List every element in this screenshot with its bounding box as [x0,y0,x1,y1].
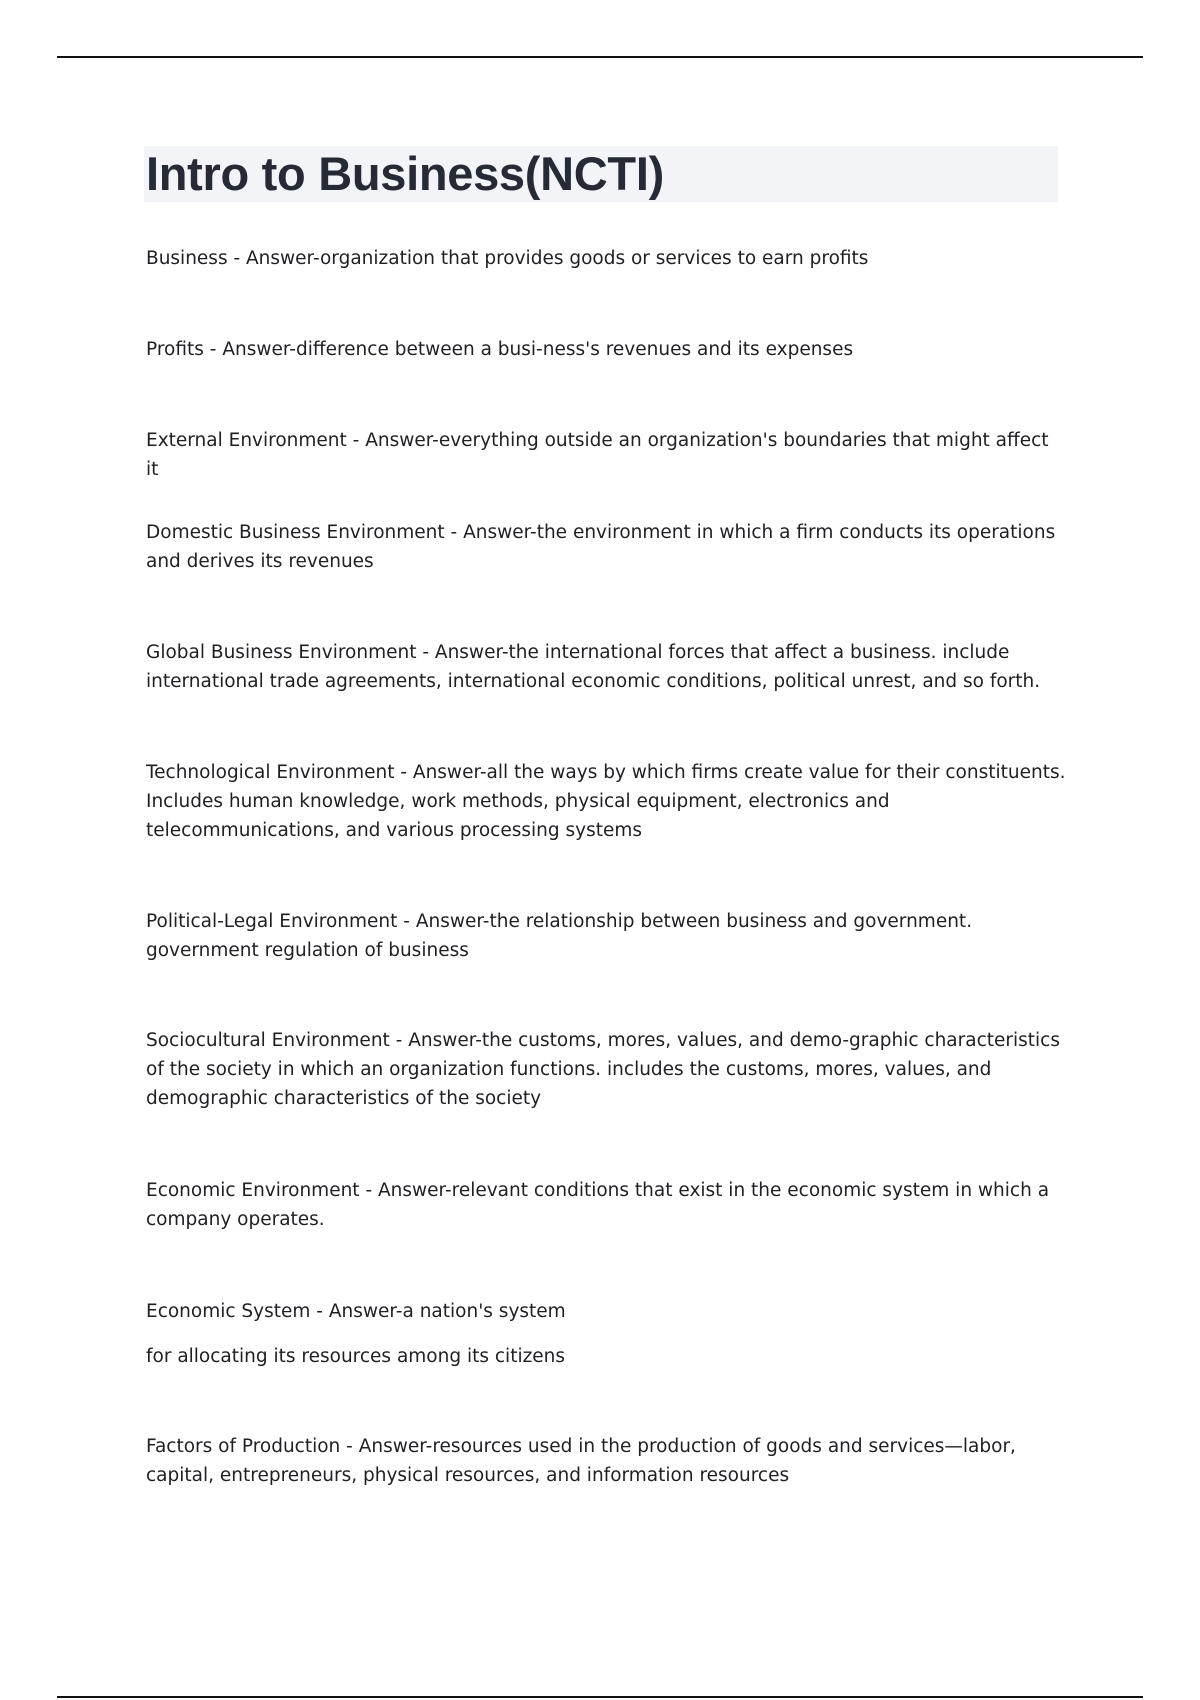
bottom-rule [57,1696,1143,1698]
page-title: Intro to Business(NCTI) [146,147,664,200]
entry-external-environment [146,426,1066,484]
entry-global-business-environment [146,638,1066,696]
entry-text: Factors of Production - Answer-resources used in the production of goods and services—labor, capital, entrepreneurs, physical resources, and information resources [146,1436,1016,1486]
entry-domestic-business-environment [146,518,1066,576]
entry-text: Business - Answer-organization that provides goods or services to earn profits [146,248,869,269]
entry-text: Technological Environment - Answer-all the ways by which firms create value for their constituents. Includes human knowledge, work methods, physical equipment, electronics and telecommunications, and various processing systems [146,762,1066,841]
entry-factors-of-production [146,1432,1066,1490]
entry-text: Profits - Answer-difference between a busi-ness's revenues and its expenses [146,339,854,360]
entry-economic-environment [146,1176,1066,1234]
entry-economic-system [146,1297,1066,1371]
entry-text: Economic Environment - Answer-relevant conditions that exist in the economic system in which a company operates. [146,1180,1050,1230]
entry-political-legal-environment [146,907,1066,965]
entry-sociocultural-environment [146,1026,1066,1113]
entry-continuation-text: for allocating its resources among its citizens [146,1346,566,1367]
entry-technological-environment [146,758,1066,845]
entry-text: External Environment - Answer-everything outside an organization's boundaries that might affect it [146,430,1049,480]
entry-text: Political-Legal Environment - Answer-the relationship between business and government. government regulation of business [146,911,973,961]
top-rule [57,56,1143,58]
entry-text: Sociocultural Environment - Answer-the customs, mores, values, and demo-graphic characteristics of the society in which an organization functions. includes the customs, mores, values, and demographic characteristics of the society [146,1030,1060,1109]
entry-text: Economic System - Answer-a nation's system [146,1301,566,1322]
entry-profits [146,335,1066,364]
entry-text: Domestic Business Environment - Answer-the environment in which a firm conducts its operations and derives its revenues [146,522,1056,572]
entry-business [146,244,1066,273]
entry-text: Global Business Environment - Answer-the international forces that affect a business. include international trade agreements, international economic conditions, political unrest, and so forth. [146,642,1041,692]
